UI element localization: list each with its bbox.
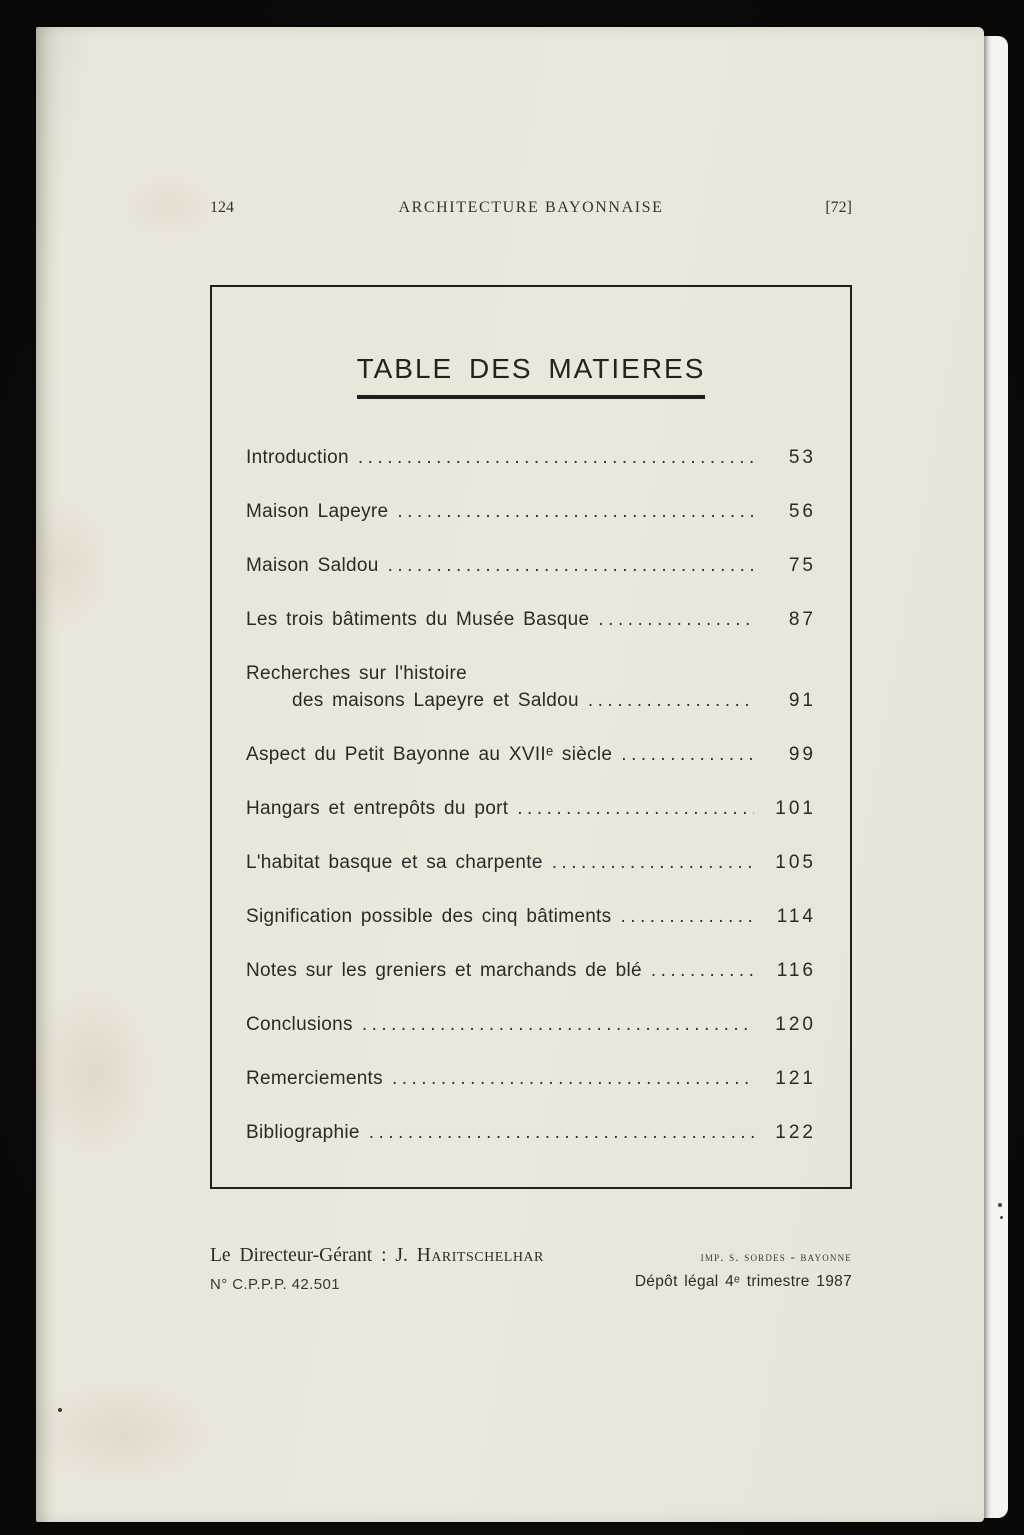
toc-entry [246,447,816,468]
toc-entry-label: Les trois bâtiments du Musée Basque [246,609,590,630]
dot-leader [651,960,754,981]
toc-entry-label: Recherches sur l'histoire [246,663,467,684]
colophon [210,1245,852,1293]
toc-entry-page: 116 [776,960,816,981]
toc-entry-page: 101 [775,798,816,819]
toc-entry-label: Signification possible des cinq bâtiments [246,906,612,927]
director-name: Haritschelhar [416,1245,544,1266]
toc-entry [246,960,816,981]
cppp-number: N° C.P.P.P. 42.501 [210,1276,340,1293]
director-label: Le Directeur-Gérant : [210,1245,387,1266]
toc-entry [246,906,816,927]
toc-entry [246,609,816,630]
toc-entry-label: Remerciements [246,1068,383,1089]
issue-number: [72] [825,199,852,216]
toc-entry-label: Maison Saldou [246,555,379,576]
dot-leader [588,690,754,711]
printer-name: imp. s. sordes - bayonne [700,1249,852,1264]
colophon-left [210,1245,544,1293]
toc-entry [246,555,816,576]
page-number: 124 [210,199,234,216]
dot-leader [362,1014,754,1035]
legal-deposit: Dépôt légal 4ᵉ trimestre 1987 [634,1273,852,1290]
director-line [210,1245,544,1267]
toc-entry [246,744,816,765]
toc-entry-label: Hangars et entrepôts du port [246,798,509,819]
dot-leader [358,447,754,468]
dot-leader [392,1068,754,1089]
toc-entry-label: Notes sur les greniers et marchands de blé [246,960,642,981]
toc-entry-page: 114 [776,906,816,927]
toc-entry-label: Introduction [246,447,349,468]
toc-entry-page: 87 [788,609,816,630]
toc-entry-page: 120 [775,1014,816,1035]
dot-leader [369,1122,754,1143]
running-title: ARCHITECTURE BAYONNAISE [398,199,664,216]
paper-speck [998,1203,1002,1207]
dot-leader [397,501,754,522]
paper-speck [58,1408,62,1412]
toc-entry [246,1068,816,1089]
running-head [210,199,852,221]
paper-speck [1000,1216,1003,1219]
director-initial: J. [395,1245,408,1266]
dot-leader [552,852,754,873]
toc-entry [246,1014,816,1035]
toc-entry [246,798,816,819]
dot-leader [620,906,754,927]
toc-entry-page: 53 [788,447,816,468]
toc-entry-page: 121 [775,1068,816,1089]
dot-leader [517,798,754,819]
toc-entry-label: Conclusions [246,1014,353,1035]
toc-entry-label-line2: des maisons Lapeyre et Saldou [292,690,579,711]
colophon-right [635,1245,852,1291]
toc-entry-label: Bibliographie [246,1122,360,1143]
toc-entry-label: L'habitat basque et sa charpente [246,852,543,873]
toc-entry-two-line [246,663,816,711]
dot-leader [598,609,754,630]
toc-entry-page: 56 [788,501,816,522]
dot-leader [388,555,754,576]
toc-entry-label: Maison Lapeyre [246,501,389,522]
page-content [210,27,852,1293]
toc-entry-label: Aspect du Petit Bayonne au XVIIᵉ siècle [246,744,613,765]
toc-entry-page: 91 [788,690,816,711]
dot-leader [621,744,754,765]
toc-list [246,447,816,1143]
toc-box [210,285,852,1189]
toc-entry-page: 75 [788,555,816,576]
toc-title-wrap [246,353,816,399]
book-page [36,27,984,1522]
toc-entry [246,501,816,522]
toc-title: TABLE DES MATIERES [357,353,706,399]
toc-entry-page: 122 [775,1122,816,1143]
toc-entry [246,1122,816,1143]
toc-entry [246,852,816,873]
toc-entry-page: 105 [775,852,816,873]
toc-entry-line2 [246,690,816,711]
toc-entry-page: 99 [788,744,816,765]
